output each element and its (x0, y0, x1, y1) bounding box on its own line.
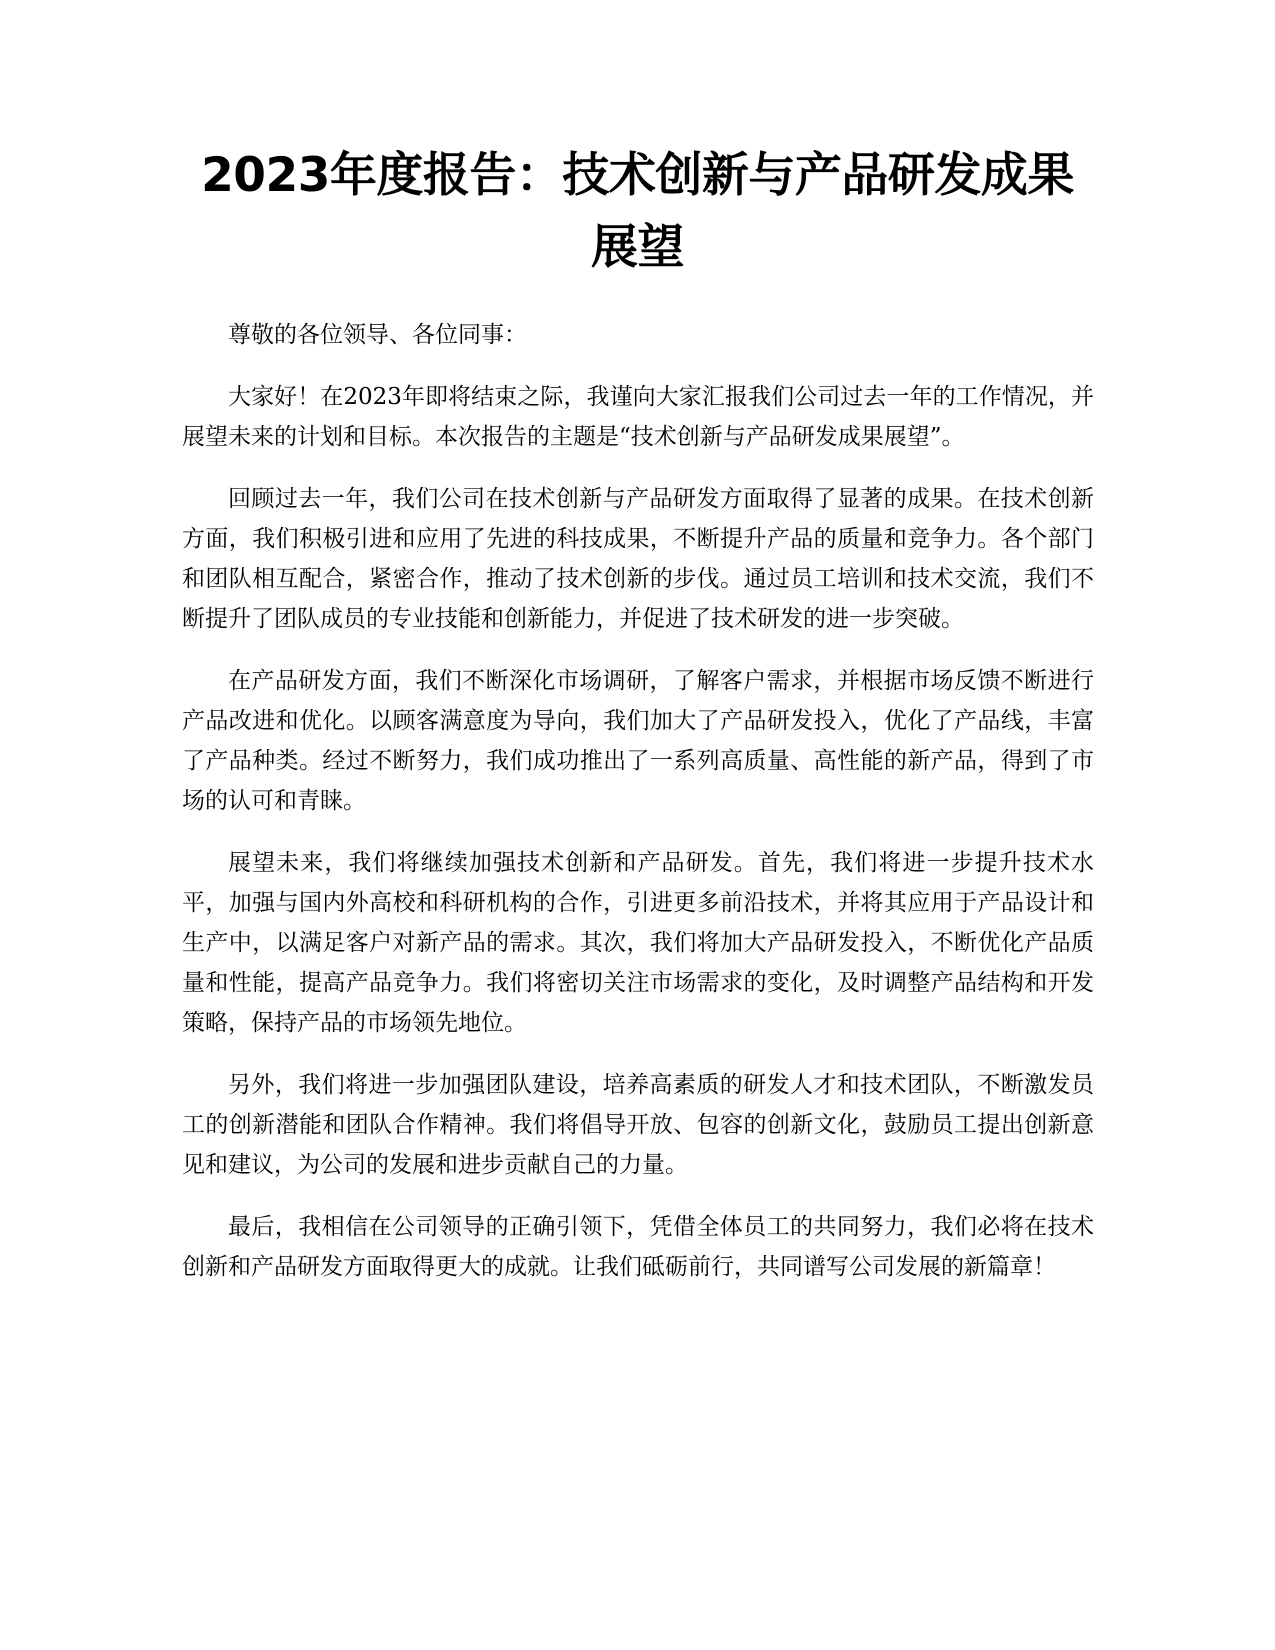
greeting-paragraph: 大家好！在2023年即将结束之际，我谨向大家汇报我们公司过去一年的工作情况，并展望未来的计划和目标。本次报告的主题是“技术创新与产品研发成果展望”。 (182, 384, 1094, 450)
document-title: 2023年度报告：技术创新与产品研发成果展望 (201, 148, 1074, 275)
document-body (182, 315, 1094, 1309)
salutation-paragraph: 尊敬的各位领导、各位同事： (228, 322, 527, 348)
outlook-paragraph: 展望未来，我们将继续加强技术创新和产品研发。首先，我们将进一步提升技术水平，加强与国内外高校和科研机构的合作，引进更多前沿技术，并将其应用于产品设计和生产中，以满足客户对新产品的需求。其次，我们将加大产品研发投入，不断优化产品质量和性能，提高产品竞争力。我们将密切关注市场需求的变化，及时调整产品结构和开发策略，保持产品的市场领先地位。 (182, 850, 1094, 1036)
review-paragraph: 回顾过去一年，我们公司在技术创新与产品研发方面取得了显著的成果。在技术创新方面，我们积极引进和应用了先进的科技成果，不断提升产品的质量和竞争力。各个部门和团队相互配合，紧密合作，推动了技术创新的步伐。通过员工培训和技术交流，我们不断提升了团队成员的专业技能和创新能力，并促进了技术研发的进一步突破。 (182, 486, 1094, 632)
product-rd-paragraph: 在产品研发方面，我们不断深化市场调研，了解客户需求，并根据市场反馈不断进行产品改进和优化。以顾客满意度为导向，我们加大了产品研发投入，优化了产品线，丰富了产品种类。经过不断努力，我们成功推出了一系列高质量、高性能的新产品，得到了市场的认可和青睐。 (182, 668, 1094, 814)
closing-paragraph: 最后，我相信在公司领导的正确引领下，凭借全体员工的共同努力，我们必将在技术创新和产品研发方面取得更大的成就。让我们砥砺前行，共同谱写公司发展的新篇章！ (182, 1214, 1094, 1280)
team-building-paragraph: 另外，我们将进一步加强团队建设，培养高素质的研发人才和技术团队，不断激发员工的创新潜能和团队合作精神。我们将倡导开放、包容的创新文化，鼓励员工提出创新意见和建议，为公司的发展和进步贡献自己的力量。 (182, 1072, 1094, 1178)
